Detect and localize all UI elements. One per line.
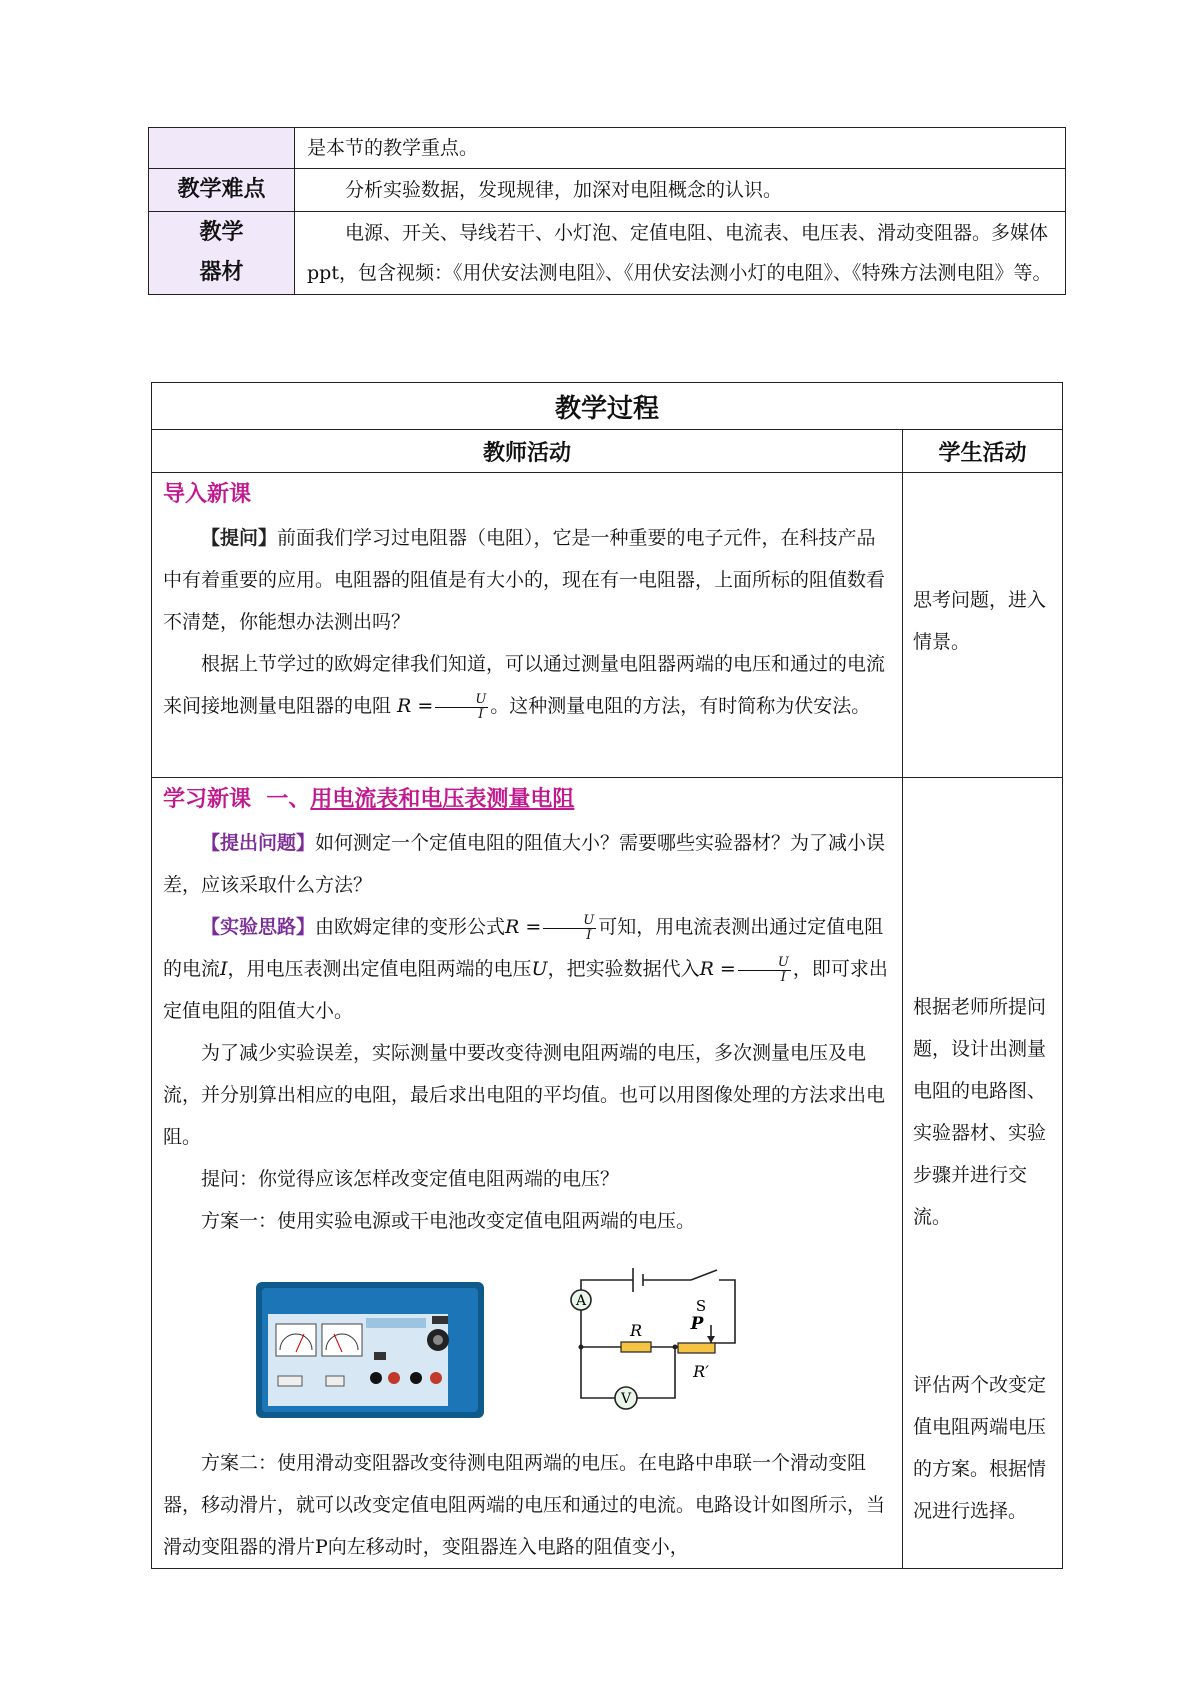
- voltmeter-label: V: [620, 1391, 632, 1407]
- intro-student-cell: [903, 473, 1063, 778]
- key-point-continuation: 是本节的教学重点。: [295, 128, 1066, 169]
- teacher-activity-header: 教师活动: [152, 430, 903, 473]
- question-tag: 【提问】: [201, 527, 278, 549]
- difficulty-label: 教学难点: [149, 169, 295, 212]
- formula-fraction: $\frac{U}{I}$: [435, 693, 488, 722]
- equipment-text: 电源、开关、导线若干、小灯泡、定值电阻、电流表、电压表、滑动变阻器。多媒体 ppt，包含视频：《用伏安法测电阻》、《用伏安法测小灯的电阻》、《特殊方法测电阻》等。: [295, 212, 1066, 295]
- intro-paragraph-1: 【提问】前面我们学习过电阻器（电阻），它是一种重要的电子元件，在科技产品中有着重要的应用。电阻器的阻值是有大小的，现在有一电阻器，上面所标的阻值数看不清楚，你能想办法测出吗？: [163, 527, 886, 633]
- question-paragraph: 【提出问题】如何测定一个定值电阻的阻值大小？需要哪些实验器材？为了减小误差，应该采取什么方法？: [163, 832, 886, 896]
- equipment-label: [149, 212, 295, 295]
- intro-heading: 导入新课: [163, 482, 252, 507]
- lesson-student-cell: [903, 778, 1063, 1569]
- lesson-heading: 学习新课 一、用电流表和电压表测量电阻: [163, 787, 575, 812]
- equipment-label-line2: 器材: [199, 260, 244, 285]
- lesson-teacher-cell: [152, 778, 903, 1569]
- process-table: [151, 382, 1063, 1569]
- power-supply-image: [254, 1280, 486, 1420]
- resistor-label: R: [629, 1321, 643, 1340]
- slider-label: P: [690, 1314, 704, 1334]
- switch-label: S: [695, 1297, 707, 1315]
- reduce-error-paragraph: 为了减少实验误差，实际测量中要改变待测电阻两端的电压，多次测量电压及电流，并分别算出相应的电阻，最后求出电阻的平均值。也可以用图像处理的方法求出电阻。: [163, 1042, 886, 1148]
- student-activity-header: 学生活动: [903, 430, 1063, 473]
- equipment-label-line1: 教学: [199, 220, 244, 245]
- ask-paragraph: 提问：你觉得应该怎样改变定值电阻两端的电压？: [201, 1168, 620, 1190]
- label-cell-blank: [149, 128, 295, 169]
- plan-two-paragraph: 方案二：使用滑动变阻器改变待测电阻两端的电压。在电路中串联一个滑动变阻器，移动滑片，就可以改变定值电阻两端的电压和通过的电流。电路设计如图所示，当滑动变阻器的滑片P向左移动时，变阻器连入电路的阻值变小，: [163, 1452, 886, 1558]
- plan-one-paragraph: 方案一：使用实验电源或干电池改变定值电阻两端的电压。: [201, 1210, 696, 1232]
- intro-student-text: 思考问题，进入情景。: [913, 589, 1047, 653]
- formula-lhs: R =: [397, 695, 434, 717]
- intro-paragraph-2: 根据上节学过的欧姆定律我们知道，可以通过测量电阻器两端的电压和通过的电流来间接地测量电阻器的电阻 R = $\frac{U}{I}$ 。这种测量电阻的方法，有时简称为伏安法。: [163, 653, 886, 722]
- idea-paragraph: 【实验思路】由欧姆定律的变形公式R = $\frac{U}{I}$ 可知，用电流表测出通过定值电阻的电流I，用电压表测出定值电阻两端的电压U，把实验数据代入R = $\frac{U}{I}$ ，即可求出定值电阻的阻值大小。: [163, 912, 888, 1022]
- process-title: 教学过程: [152, 383, 1063, 430]
- figures-row: [163, 1250, 892, 1438]
- ammeter-label: A: [575, 1293, 587, 1309]
- info-table: [148, 127, 1066, 295]
- raise-question-tag: 【提出问题】: [201, 832, 316, 854]
- intro-teacher-cell: [152, 473, 903, 778]
- idea-tag: 【实验思路】: [201, 916, 316, 938]
- student-activity-evaluate: 评估两个改变定值电阻两端电压的方案。根据情况进行选择。: [913, 1374, 1047, 1522]
- student-activity-design: 根据老师所提问题，设计出测量电阻的电路图、实验器材、实验步骤并进行交流。: [913, 996, 1047, 1228]
- difficulty-text: 分析实验数据，发现规律，加深对电阻概念的认识。: [295, 169, 1066, 212]
- circuit-diagram: [551, 1250, 751, 1438]
- rheostat-label: R′: [693, 1362, 709, 1381]
